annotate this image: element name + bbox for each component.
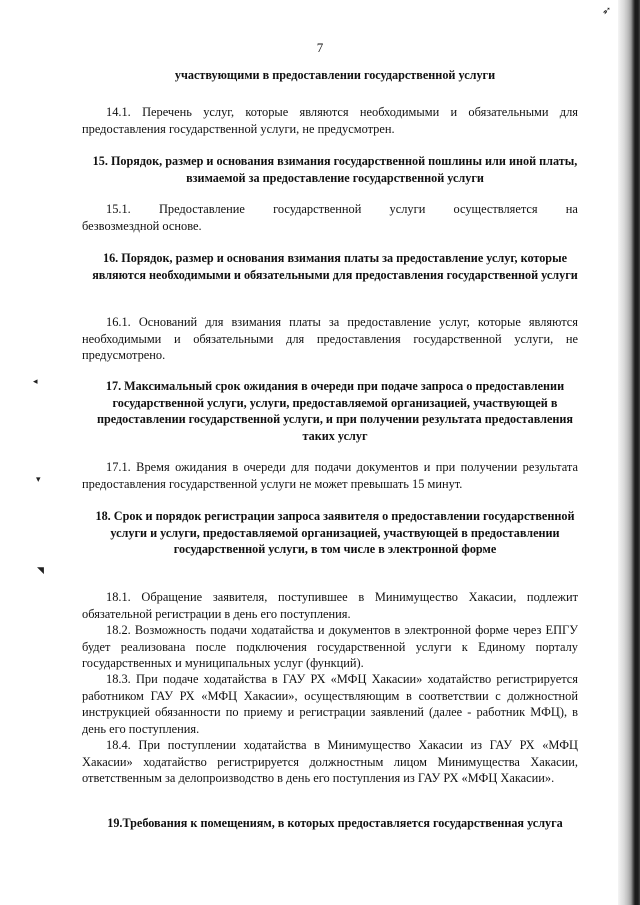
paragraph-14-1	[82, 104, 578, 137]
section-heading-19: 19.Требования к помещениям, в которых предоставляется государственная услуга	[107, 816, 563, 830]
scan-mark-arrow-icon: ➶	[602, 5, 612, 17]
word: 15.1.	[106, 202, 131, 216]
word: осуществляется	[453, 202, 538, 216]
section-heading-15: 15. Порядок, размер и основания взимания государственной пошлины или иной платы, взимаемой за предоставление государственной услуги	[92, 154, 578, 185]
word: государственной	[273, 202, 362, 216]
scan-mark-arrow-icon: ◥	[37, 565, 44, 575]
word: на	[565, 202, 578, 216]
paragraph-18-4	[82, 737, 578, 787]
paragraph-15-1-line-1	[82, 201, 578, 218]
paragraph-16-1	[82, 314, 578, 364]
paragraph-18-1	[82, 589, 578, 622]
paragraph-18-4-text: 18.4. При поступлении ходатайства в Минимущество Хакасии из ГАУ РХ «МФЦ Хакасии» ходатайство регистрируется должностным лицом Минимущества Хакасии, ответственным за делопроизводство в день его поступления из ГАУ РХ «МФЦ Хакасии».	[82, 738, 578, 785]
scanned-page-edge	[618, 0, 640, 905]
paragraph-17-1-text: 17.1. Время ожидания в очереди для подачи документов и при получении результата предоставления государственной услуги не может превышать 15 минут.	[82, 460, 578, 491]
paragraph-14-1-text: 14.1. Перечень услуг, которые являются необходимыми и обязательными для предоставления государственной услуги, не предусмотрен.	[82, 105, 578, 136]
word: Предоставление	[158, 202, 245, 216]
paragraph-15-1-line-2: безвозмездной основе.	[82, 218, 202, 233]
section-heading-16: 16. Порядок, размер и основания взимания платы за предоставление услуг, которые являются необходимыми и обязательными для предоставления государственной услуги	[92, 251, 578, 282]
paragraph-18-2-text: 18.2. Возможность подачи ходатайства и документов в электронной форме через ЕПГУ будет реализована после подключения государственной услуги к Единому порталу государственных и муниципальных услуг (функций).	[82, 623, 578, 670]
page-number: 7	[316, 40, 324, 55]
scan-mark-arrow-icon: ◂	[33, 376, 38, 386]
section-heading-continued: участвующими в предоставлении государственной услуги	[174, 68, 496, 82]
paragraph-16-1-text: 16.1. Оснований для взимания платы за предоставление услуг, которые являются необходимыми и обязательными для предоставления государственной услуги, не предусмотрено.	[82, 315, 578, 362]
paragraph-18-3	[82, 671, 578, 737]
paragraph-18-2	[82, 622, 578, 672]
paragraph-15-1	[82, 201, 578, 234]
paragraph-17-1	[82, 459, 578, 492]
scan-mark-arrow-icon: ▾	[36, 474, 41, 484]
paragraph-18-1-text: 18.1. Обращение заявителя, поступившее в Минимущество Хакасии, подлежит обязательной регистрации в день его поступления.	[82, 590, 578, 621]
paragraph-18-3-text: 18.3. При подаче ходатайства в ГАУ РХ «МФЦ Хакасии» ходатайство регистрируется работником ГАУ РХ «МФЦ Хакасии», осуществляющим в соответствии с должностной инструкцией обязанности по приему и регистрации заявлений (далее - работник МФЦ), в день его поступления.	[82, 672, 578, 736]
word: услуги	[389, 202, 426, 216]
section-heading-17: 17. Максимальный срок ожидания в очереди при подаче запроса о предоставлении государственной услуги, услуги, предоставляемой организацией, участвующей в предоставлении государственной услуги, и при получении результата предоставления таких услуг	[96, 379, 574, 443]
section-heading-18: 18. Срок и порядок регистрации запроса заявителя о предоставлении государственной услуги и услуги, предоставляемой организацией, участвующей в предоставлении государственной услуги, в том числе в электронной форме	[95, 509, 575, 556]
